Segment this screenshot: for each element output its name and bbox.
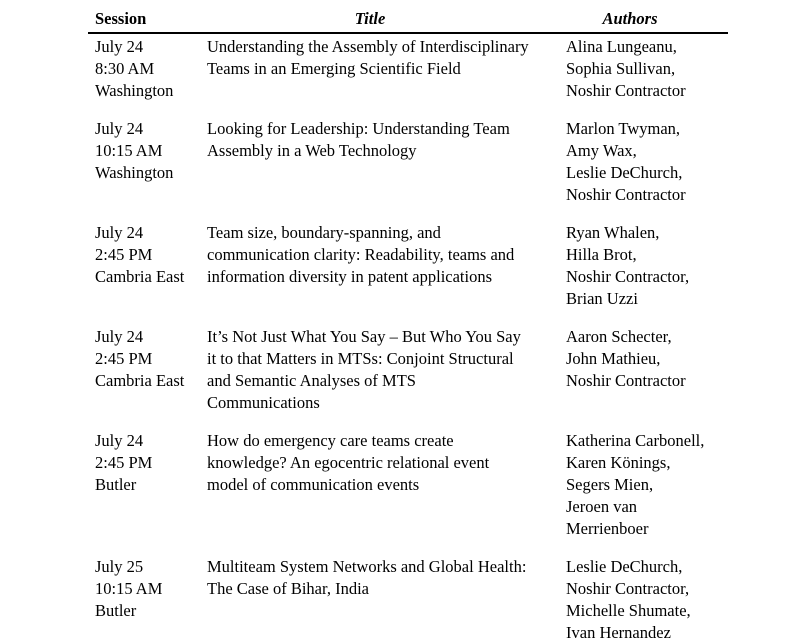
title-line: Multiteam System Networks and Global Health: [207, 557, 527, 576]
author-line: Noshir Contractor [566, 185, 686, 204]
session-row [88, 428, 728, 554]
author-line: Ryan Whalen, [566, 223, 660, 242]
title-line: Communications [207, 393, 320, 412]
author-line: Hilla Brot, [566, 245, 637, 264]
title-cell [207, 554, 566, 644]
authors-cell [566, 324, 728, 428]
session-cell [88, 428, 207, 554]
author-line: Jeroen van [566, 497, 638, 516]
authors-cell [566, 428, 728, 554]
session-line: 10:15 AM [95, 141, 163, 160]
header-row [88, 8, 728, 33]
session-line: July 25 [95, 557, 144, 576]
column-header-session: Session [88, 8, 207, 33]
title-line: The Case of Bihar, India [207, 579, 369, 598]
title-line: communication clarity: Readability, teams and [207, 245, 515, 264]
title-line: it to that Matters in MTSs: Conjoint Structural [207, 349, 514, 368]
author-line: Leslie DeChurch, [566, 557, 683, 576]
author-line: Alina Lungeanu, [566, 37, 677, 56]
session-line: Cambria East [95, 371, 185, 390]
session-line: Butler [95, 475, 137, 494]
session-line: Butler [95, 601, 137, 620]
column-header-authors: Authors [566, 8, 728, 33]
session-schedule-table [88, 8, 728, 644]
author-line: Ivan Hernandez [566, 623, 671, 642]
title-line: It’s Not Just What You Say – But Who You Say [207, 327, 521, 346]
author-line: John Mathieu, [566, 349, 661, 368]
author-line: Leslie DeChurch, [566, 163, 683, 182]
authors-cell [566, 116, 728, 220]
session-row [88, 554, 728, 644]
authors-cell [566, 33, 728, 116]
session-line: 2:45 PM [95, 453, 153, 472]
session-line: Washington [95, 163, 174, 182]
title-cell [207, 33, 566, 116]
session-line: 8:30 AM [95, 59, 155, 78]
title-line: Understanding the Assembly of Interdisciplinary [207, 37, 529, 56]
title-cell [207, 324, 566, 428]
author-line: Brian Uzzi [566, 289, 638, 308]
session-row [88, 116, 728, 220]
author-line: Noshir Contractor, [566, 267, 690, 286]
author-line: Noshir Contractor [566, 81, 686, 100]
session-line: July 24 [95, 223, 144, 242]
session-line: Washington [95, 81, 174, 100]
schedule-table-body [88, 33, 728, 644]
title-line: Team size, boundary-spanning, and [207, 223, 441, 242]
session-line: 2:45 PM [95, 245, 153, 264]
session-row [88, 324, 728, 428]
authors-cell [566, 554, 728, 644]
title-line: How do emergency care teams create [207, 431, 454, 450]
document-page [88, 8, 736, 644]
session-line: Cambria East [95, 267, 185, 286]
author-line: Amy Wax, [566, 141, 637, 160]
session-cell [88, 220, 207, 324]
author-line: Sophia Sullivan, [566, 59, 676, 78]
session-row [88, 220, 728, 324]
title-line: and Semantic Analyses of MTS [207, 371, 416, 390]
session-line: 10:15 AM [95, 579, 163, 598]
title-line: information diversity in patent applications [207, 267, 493, 286]
author-line: Segers Mien, [566, 475, 654, 494]
author-line: Marlon Twyman, [566, 119, 681, 138]
author-line: Noshir Contractor, [566, 579, 690, 598]
author-line: Aaron Schecter, [566, 327, 672, 346]
author-line: Merrienboer [566, 519, 649, 538]
session-cell [88, 116, 207, 220]
session-line: July 24 [95, 431, 144, 450]
author-line: Noshir Contractor [566, 371, 686, 390]
title-cell [207, 220, 566, 324]
title-cell [207, 428, 566, 554]
title-line: Looking for Leadership: Understanding Team [207, 119, 510, 138]
title-line: Teams in an Emerging Scientific Field [207, 59, 461, 78]
title-line: knowledge? An egocentric relational event [207, 453, 490, 472]
title-cell [207, 116, 566, 220]
session-cell [88, 33, 207, 116]
session-line: July 24 [95, 37, 144, 56]
author-line: Karen Könings, [566, 453, 671, 472]
session-line: July 24 [95, 327, 144, 346]
authors-cell [566, 220, 728, 324]
author-line: Katherina Carbonell, [566, 431, 705, 450]
author-line: Michelle Shumate, [566, 601, 691, 620]
title-line: model of communication events [207, 475, 420, 494]
session-line: 2:45 PM [95, 349, 153, 368]
title-line: Assembly in a Web Technology [207, 141, 417, 160]
column-header-title: Title [207, 8, 566, 33]
session-cell [88, 554, 207, 644]
session-cell [88, 324, 207, 428]
session-line: July 24 [95, 119, 144, 138]
session-row [88, 33, 728, 116]
